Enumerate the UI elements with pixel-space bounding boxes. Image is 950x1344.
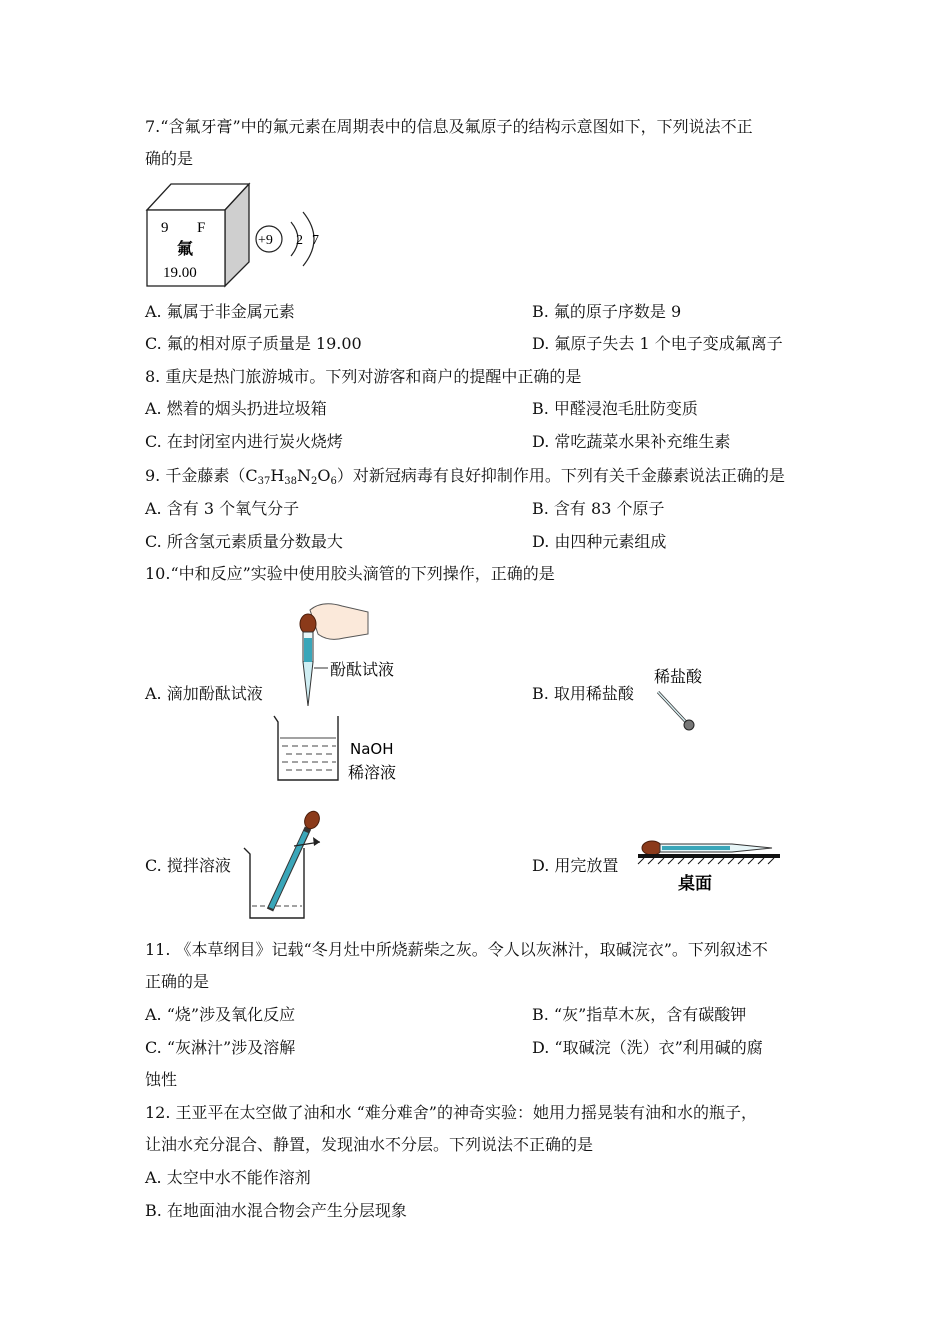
q7-option-a: A. 氟属于非金属元素 — [145, 302, 295, 321]
q9-stem-post: ）对新冠病毒有良好抑制作用。下列有关千金藤素说法正确的是 — [336, 466, 785, 485]
q11-option-a: A. “烧”涉及氧化反应 — [145, 1005, 296, 1024]
q12-stem-line2: 让油水充分混合、静置，发现油水不分层。下列说法不正确的是 — [145, 1135, 594, 1154]
q10-option-a: A. 滴加酚酞试液 — [145, 684, 263, 703]
dropper-c-liquid — [271, 832, 306, 908]
q10-stem: 10.“中和反应”实验中使用胶头滴管的下列操作，正确的是 — [145, 564, 555, 583]
element-symbol: F — [197, 220, 206, 236]
formula-sub-o: 6 — [330, 476, 337, 487]
q11-option-b: B. “灰”指草木灰，含有碳酸钾 — [532, 1005, 747, 1024]
q12-stem-line1: 12. 王亚平在太空做了油和水 “难分难舍”的神奇实验：她用力摇晃装有油和水的瓶子， — [145, 1103, 757, 1122]
hcl-label: 稀盐酸 — [654, 667, 703, 686]
q7-option-c: C. 氟的相对原子质量是 19.00 — [145, 334, 362, 353]
q10-figure-a — [270, 598, 410, 786]
naoh-label: NaOH — [350, 740, 394, 758]
dropper-bulb — [300, 614, 316, 634]
q8-option-a: A. 燃着的烟头扔进垃圾箱 — [145, 399, 327, 418]
q10-figure-c — [240, 806, 330, 922]
formula-h: H — [270, 466, 285, 485]
q7-option-d: D. 氟原子失去 1 个电子变成氟离子 — [532, 334, 783, 353]
dropper-b-bulb — [684, 720, 694, 730]
element-number: 9 — [161, 220, 169, 236]
q9-stem-pre: 9. 千金藤素（C — [145, 466, 258, 485]
q11-stem-line1: 11. 《本草纲目》记载“冬月灶中所烧薪柴之灰。令人以灰淋汁，取碱浣衣”。下列叙述不 — [145, 940, 768, 959]
desk-hatching — [638, 858, 774, 864]
q8-option-b: B. 甲醛浸泡毛肚防变质 — [532, 399, 698, 418]
q10-figure-b — [640, 660, 720, 736]
q11-stem-line2: 正确的是 — [145, 972, 210, 991]
dropper-tip — [303, 662, 313, 706]
formula-sub-h: 38 — [284, 476, 298, 487]
q7-figure — [145, 182, 330, 288]
q9-option-d: D. 由四种元素组成 — [532, 532, 667, 551]
dropper-liquid — [304, 638, 312, 662]
q10-option-c: C. 搅拌溶液 — [145, 856, 231, 875]
q8-option-c: C. 在封闭室内进行炭火烧烤 — [145, 432, 343, 451]
q9-option-c: C. 所含氢元素质量分数最大 — [145, 532, 343, 551]
q9-option-a: A. 含有 3 个氧气分子 — [145, 499, 300, 518]
q7-stem-line1: 7.“含氟牙膏”中的氟元素在周期表中的信息及氟原子的结构示意图如下，下列说法不正 — [145, 117, 753, 136]
dropper-d-bulb — [642, 841, 662, 855]
q11-option-d: D. “取碱浣（洗）衣”利用碱的腐 — [532, 1038, 763, 1057]
phenol-label: 酚酞试液 — [330, 660, 395, 679]
element-mass: 19.00 — [163, 265, 197, 281]
formula-sub-n: 2 — [311, 476, 318, 487]
q7-option-b: B. 氟的原子序数是 9 — [532, 302, 682, 321]
naoh-solution-label: 稀溶液 — [348, 763, 397, 782]
shell-1-count: 2 — [296, 233, 303, 248]
q9-stem — [145, 466, 785, 486]
dropper-d-liquid — [662, 846, 730, 850]
shell-2-count: 7 — [312, 233, 319, 248]
formula-o: O — [317, 466, 331, 485]
q8-stem: 8. 重庆是热门旅游城市。下列对游客和商户的提醒中正确的是 — [145, 367, 582, 386]
q11-option-d-wrap: 蚀性 — [145, 1070, 178, 1089]
q11-option-c: C. “灰淋汁”涉及溶解 — [145, 1038, 296, 1057]
formula-sub-c: 37 — [257, 476, 271, 487]
q7-stem-line2: 确的是 — [145, 149, 194, 168]
stir-arrowhead — [313, 837, 320, 846]
element-name: 氟 — [177, 239, 194, 258]
q12-option-b: B. 在地面油水混合物会产生分层现象 — [145, 1201, 407, 1220]
liquid-dashes — [282, 746, 336, 770]
nucleus-charge: +9 — [258, 233, 273, 248]
q10-option-d: D. 用完放置 — [532, 856, 619, 875]
q12-option-a: A. 太空中水不能作溶剂 — [145, 1168, 311, 1187]
q10-figure-d — [636, 838, 786, 898]
q9-option-b: B. 含有 83 个原子 — [532, 499, 665, 518]
desk-label: 桌面 — [678, 874, 712, 894]
formula-n: N — [297, 466, 312, 485]
q10-option-b: B. 取用稀盐酸 — [532, 684, 634, 703]
hand-icon — [310, 604, 368, 640]
q8-option-d: D. 常吃蔬菜水果补充维生素 — [532, 432, 731, 451]
